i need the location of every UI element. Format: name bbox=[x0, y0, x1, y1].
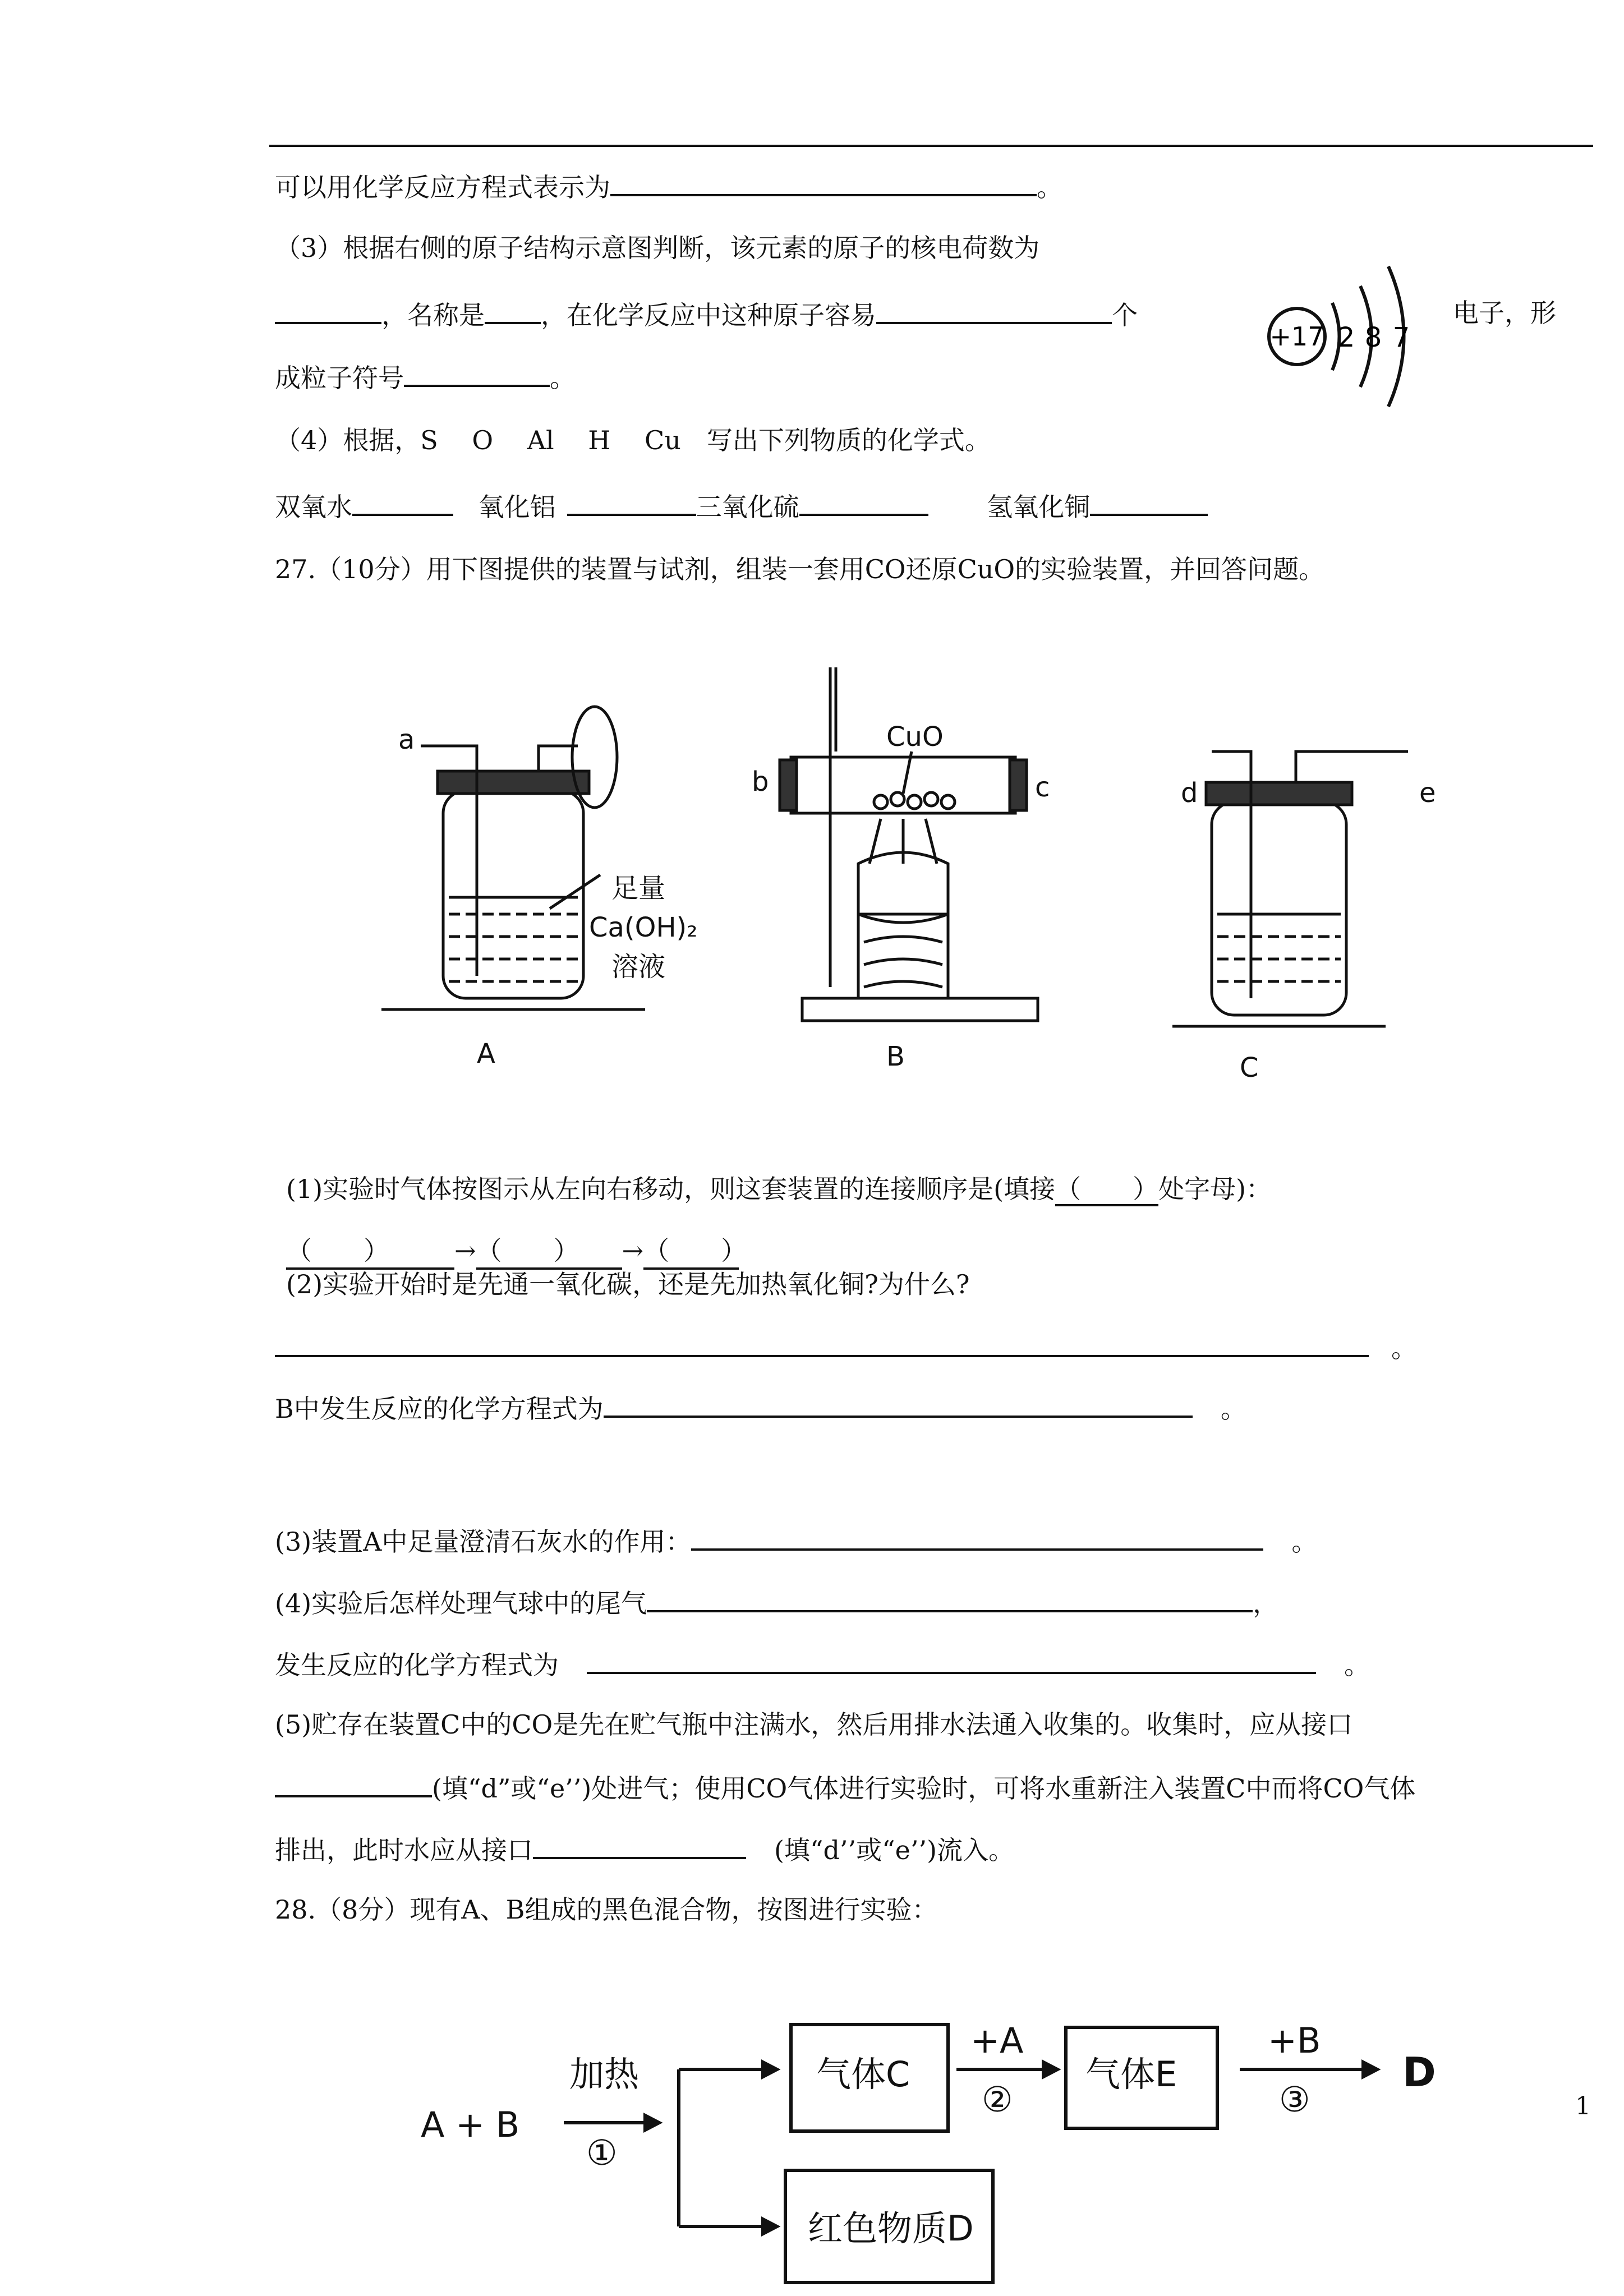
text-line: (4)实验后怎样处理气球中的尾气 ， bbox=[275, 1584, 1278, 1620]
answer-blank[interactable]: （ ） bbox=[476, 1234, 622, 1270]
answer-blank[interactable]: （ ） bbox=[643, 1234, 739, 1270]
text-line: (1)实验时气体按图示从左向右移动，则这套装置的连接顺序是(填接（ ）处字母)： bbox=[286, 1172, 1272, 1206]
shell-3-electrons: 7 bbox=[1392, 322, 1410, 353]
reaction-flow-diagram bbox=[404, 1997, 1526, 2288]
shell-2-electrons: 8 bbox=[1364, 322, 1382, 353]
apparatus-a bbox=[381, 707, 645, 1009]
answer-blank[interactable] bbox=[604, 1390, 1193, 1418]
flow-gas-c: 气体C bbox=[816, 2054, 910, 2095]
text-line: (填“d”或“e’’)处进气；使用CO气体进行实验时，可将水重新注入装置C中而将CO气体 bbox=[275, 1769, 1415, 1805]
answer-blank[interactable] bbox=[691, 1523, 1263, 1551]
header-rule bbox=[269, 145, 1593, 147]
apparatus-figure bbox=[365, 651, 1475, 1099]
text-line: (3)装置A中足量澄清石灰水的作用： 。 bbox=[275, 1523, 1317, 1559]
reagent-label-2: Ca(OH)₂ bbox=[589, 912, 698, 943]
text-line: (5)贮存在装置C中的CO是先在贮气瓶中注满水，然后用排水法通入收集的。收集时，应从接口 bbox=[275, 1709, 1353, 1740]
flow-step-3: ③ bbox=[1279, 2079, 1310, 2120]
text-line: 。 bbox=[275, 1329, 1417, 1365]
answer-blank[interactable] bbox=[485, 296, 541, 324]
flow-start: A + B bbox=[421, 2104, 520, 2145]
answer-blank[interactable] bbox=[587, 1646, 1316, 1674]
flow-step-1: ① bbox=[586, 2132, 618, 2173]
text-line: 电子，形 bbox=[1453, 298, 1556, 328]
port-c-label: c bbox=[1035, 772, 1050, 803]
page-number: 1 bbox=[1575, 2092, 1591, 2120]
flow-plus-a: +A bbox=[970, 2020, 1024, 2061]
reagent-label-1: 足量 bbox=[611, 873, 666, 904]
question-28: 28.（8分）现有A、B组成的黑色混合物，按图进行实验： bbox=[275, 1894, 938, 1925]
apparatus-b-caption: B bbox=[886, 1041, 905, 1072]
apparatus-b bbox=[780, 667, 1038, 1021]
text-line: 成粒子符号 。 bbox=[275, 359, 576, 395]
flow-plus-b: +B bbox=[1268, 2020, 1321, 2061]
answer-blank[interactable] bbox=[352, 488, 453, 516]
text-line: （3）根据右侧的原子结构示意图判断，该元素的原子的核电荷数为 bbox=[275, 233, 1040, 263]
flow-step-2: ② bbox=[982, 2079, 1013, 2120]
text-line: ，名称是 ，在化学反应中这种原子容易 个 bbox=[275, 296, 1138, 332]
apparatus-a-caption: A bbox=[477, 1038, 495, 1069]
apparatus-c bbox=[1172, 751, 1408, 1026]
apparatus-c-caption: C bbox=[1240, 1052, 1259, 1084]
text-line: 双氧水 氧化铝 三氧化硫 氢氧化铜 bbox=[275, 488, 1208, 524]
answer-blank[interactable] bbox=[799, 488, 928, 516]
text-line: （4）根据，S O Al H Cu 写出下列物质的化学式。 bbox=[275, 425, 991, 455]
text-line: B中发生反应的化学方程式为 。 bbox=[275, 1390, 1246, 1426]
nucleus-charge: +17 bbox=[1269, 321, 1324, 352]
shell-1-electrons: 2 bbox=[1337, 322, 1355, 353]
answer-blank[interactable] bbox=[275, 1769, 432, 1797]
atom-structure-diagram bbox=[1257, 241, 1442, 426]
cuo-label: CuO bbox=[886, 721, 944, 753]
answer-blank[interactable] bbox=[533, 1831, 746, 1859]
text-line: 排出，此时水应从接口 (填“d’’或“e’’)流入。 bbox=[275, 1831, 1014, 1867]
port-b-label: b bbox=[752, 766, 769, 797]
answer-blank[interactable] bbox=[404, 359, 550, 387]
connection-order-blanks: （ ） →（ ） →（ ） bbox=[286, 1234, 739, 1270]
text-line: (2)实验开始时是先通一氧化碳，还是先加热氧化铜?为什么? bbox=[286, 1269, 970, 1299]
flow-gas-e: 气体E bbox=[1085, 2054, 1177, 2095]
answer-blank[interactable] bbox=[567, 488, 696, 516]
port-d-label: d bbox=[1181, 777, 1198, 809]
reagent-label-3: 溶液 bbox=[611, 951, 666, 983]
answer-blank[interactable] bbox=[1090, 488, 1208, 516]
text-line: 发生反应的化学方程式为 。 bbox=[275, 1646, 1370, 1682]
answer-blank[interactable] bbox=[610, 168, 1037, 196]
flow-red-d: 红色物质D bbox=[808, 2208, 974, 2249]
port-e-label: e bbox=[1419, 777, 1436, 809]
port-a-label: a bbox=[398, 724, 415, 755]
answer-blank[interactable] bbox=[876, 296, 1112, 324]
answer-blank[interactable] bbox=[275, 1329, 1369, 1357]
question-27: 27.（10分）用下图提供的装置与试剂，组装一套用CO还原CuO的实验装置，并回答问题。 bbox=[275, 554, 1325, 584]
text-line: 可以用化学反应方程式表示为 。 bbox=[275, 168, 1062, 204]
answer-blank[interactable] bbox=[647, 1584, 1253, 1612]
flow-end-d: D bbox=[1402, 2049, 1436, 2096]
answer-blank[interactable]: （ ） bbox=[286, 1234, 454, 1270]
flow-heat-label: 加热 bbox=[569, 2054, 640, 2095]
answer-blank[interactable] bbox=[275, 296, 381, 324]
